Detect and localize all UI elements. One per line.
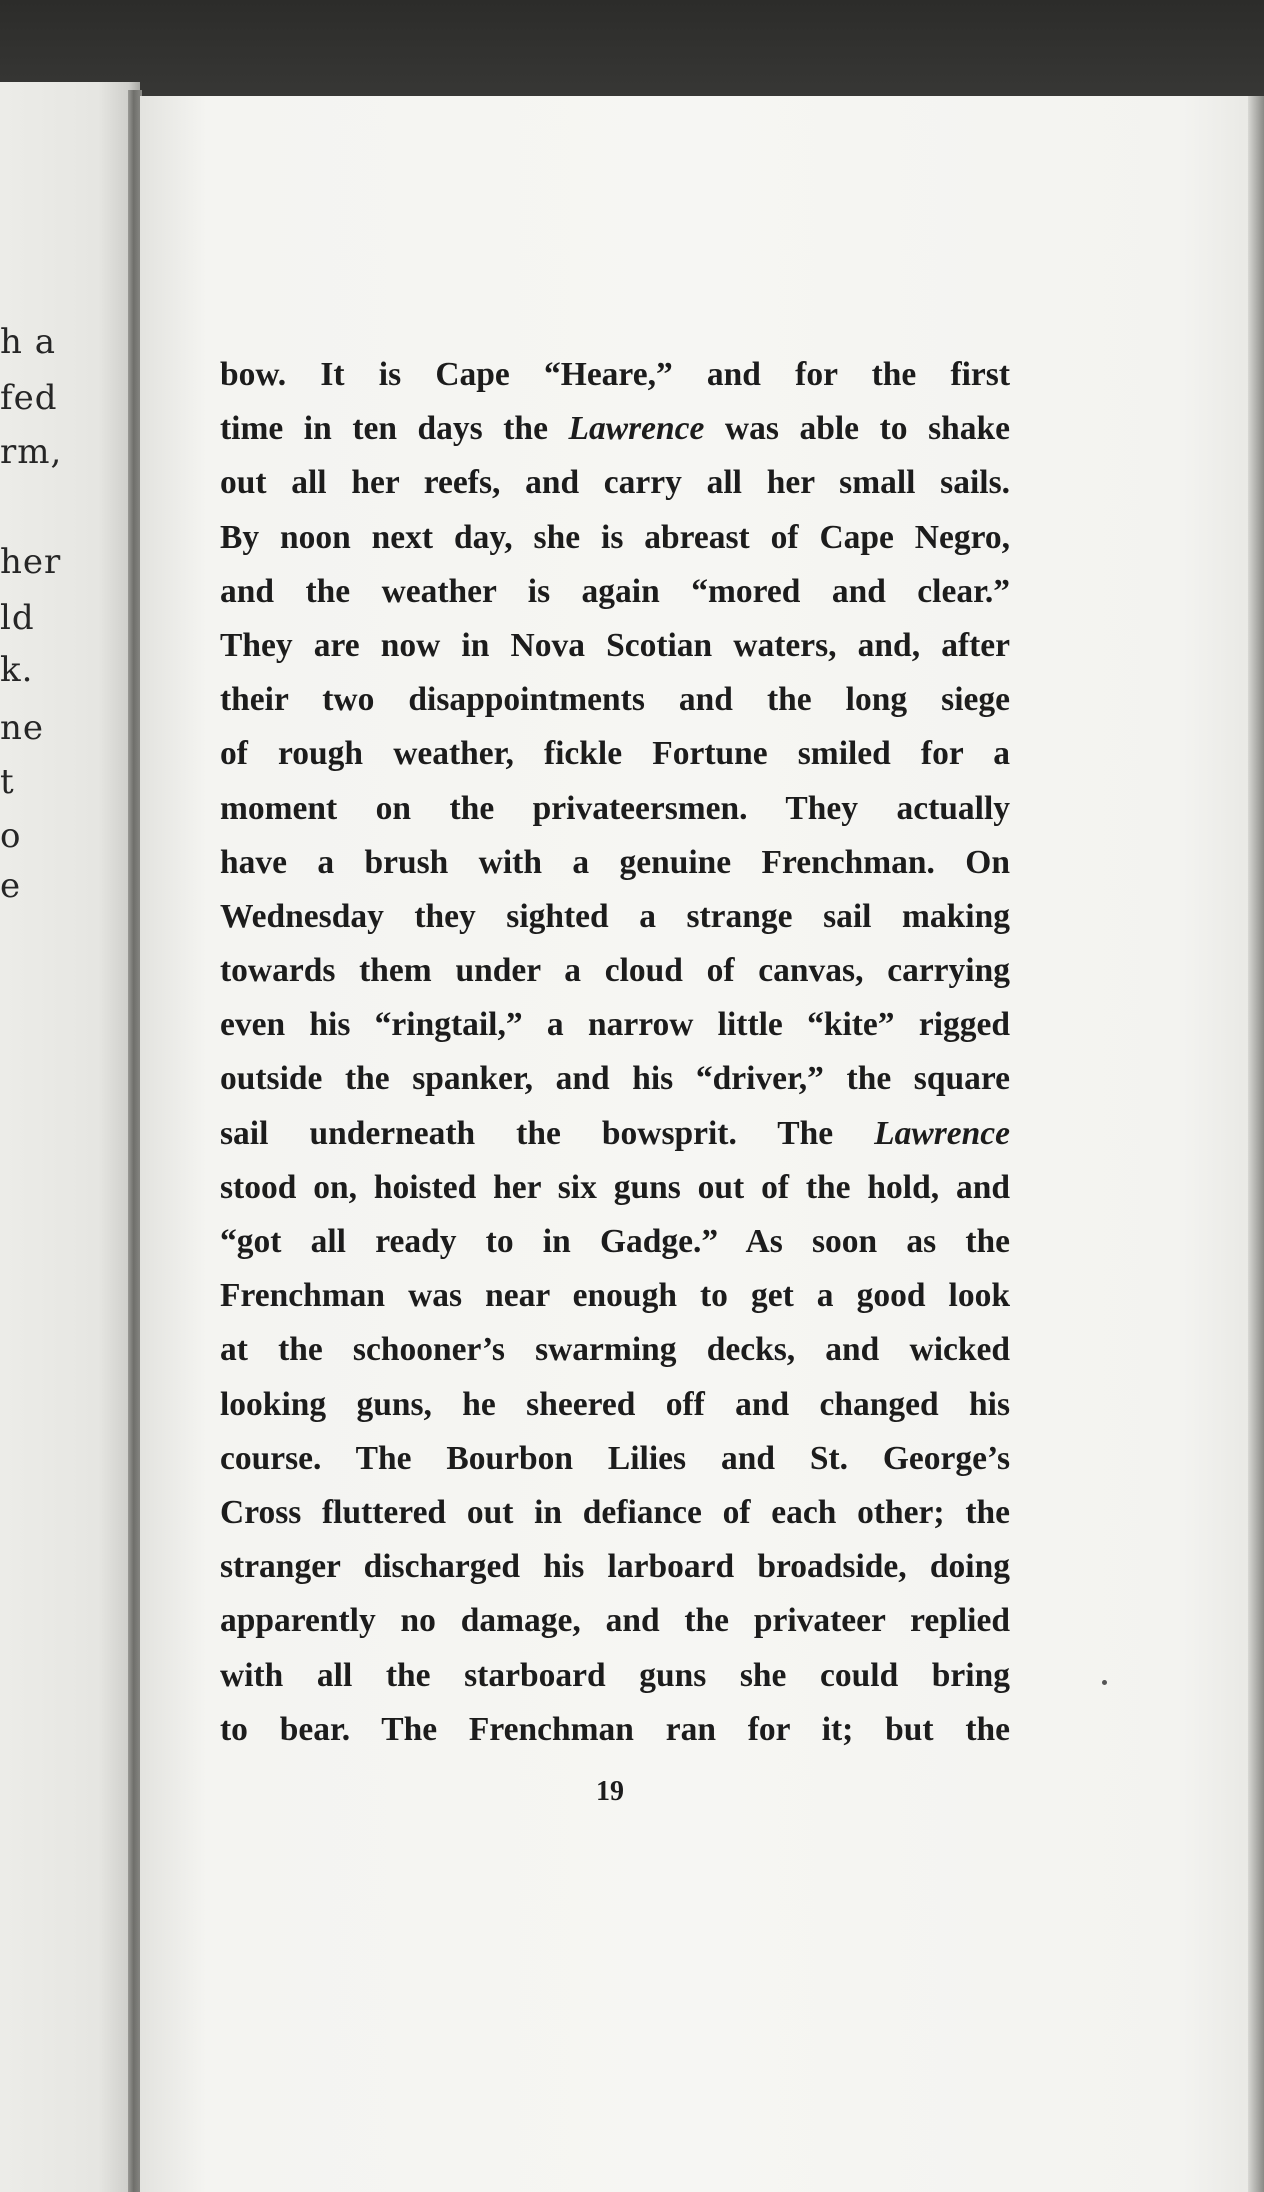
left-page-fragment: fed: [0, 378, 58, 418]
page-edge-shadow: [1248, 96, 1264, 2192]
left-page-fragment: h a: [0, 322, 56, 362]
text-line: looking guns, he sheered off and changed his: [220, 1385, 1010, 1423]
text-line: They are now in Nova Scotian waters, and, after: [220, 626, 1010, 664]
text-line: sail underneath the bowsprit. The Lawrence: [220, 1114, 1010, 1152]
text-line: “got all ready to in Gadge.” As soon as the: [220, 1223, 1010, 1260]
text-line: time in ten days the Lawrence was able to shake: [220, 410, 1010, 448]
left-page-fragment: rm,: [0, 432, 63, 472]
text-line: outside the spanker, and his “driver,” the square: [220, 1060, 1010, 1098]
text-line: at the schooner’s swarming decks, and wicked: [220, 1331, 1010, 1369]
text-line: stranger discharged his larboard broadside, doing: [220, 1548, 1010, 1586]
text-line: moment on the privateersmen. They actually: [220, 789, 1010, 827]
page-number: 19: [596, 1776, 624, 1807]
text-line: have a brush with a genuine Frenchman. On: [220, 843, 1010, 881]
text-line: and the weather is again “mored and clear.”: [220, 572, 1010, 610]
scan-speck: [1102, 1680, 1107, 1685]
text-line: Cross fluttered out in defiance of each other; the: [220, 1493, 1010, 1531]
left-page-fragment: t: [0, 762, 15, 802]
text-line: Frenchman was near enough to get a good look: [220, 1277, 1010, 1315]
text-line: even his “ringtail,” a narrow little “kite” rigged: [220, 1006, 1010, 1044]
left-page-fragment: her: [0, 542, 62, 582]
left-page-fragment: ld: [0, 598, 35, 638]
text-line: their two disappointments and the long siege: [220, 681, 1010, 719]
body-text: [220, 348, 1010, 1757]
text-line: course. The Bourbon Lilies and St. George’s: [220, 1439, 1010, 1477]
left-page-fragment: e: [0, 866, 22, 906]
left-page-fragment: o: [0, 816, 22, 856]
text-line: apparently no damage, and the privateer replied: [220, 1602, 1010, 1640]
left-page-fragment: ne: [0, 708, 45, 748]
text-line: out all her reefs, and carry all her small sails.: [220, 464, 1010, 502]
text-line: stood on, hoisted her six guns out of the hold, and: [220, 1168, 1010, 1206]
text-line: By noon next day, she is abreast of Cape Negro,: [220, 518, 1010, 556]
left-page-fragment: k.: [0, 650, 34, 690]
text-line: towards them under a cloud of canvas, carrying: [220, 952, 1010, 990]
text-line: bow. It is Cape “Heare,” and for the first: [220, 356, 1010, 393]
text-line: Wednesday they sighted a strange sail making: [220, 897, 1010, 935]
text-line: to bear. The Frenchman ran for it; but the: [220, 1710, 1010, 1748]
text-line: of rough weather, fickle Fortune smiled for a: [220, 735, 1010, 773]
text-line: with all the starboard guns she could bring: [220, 1656, 1010, 1694]
